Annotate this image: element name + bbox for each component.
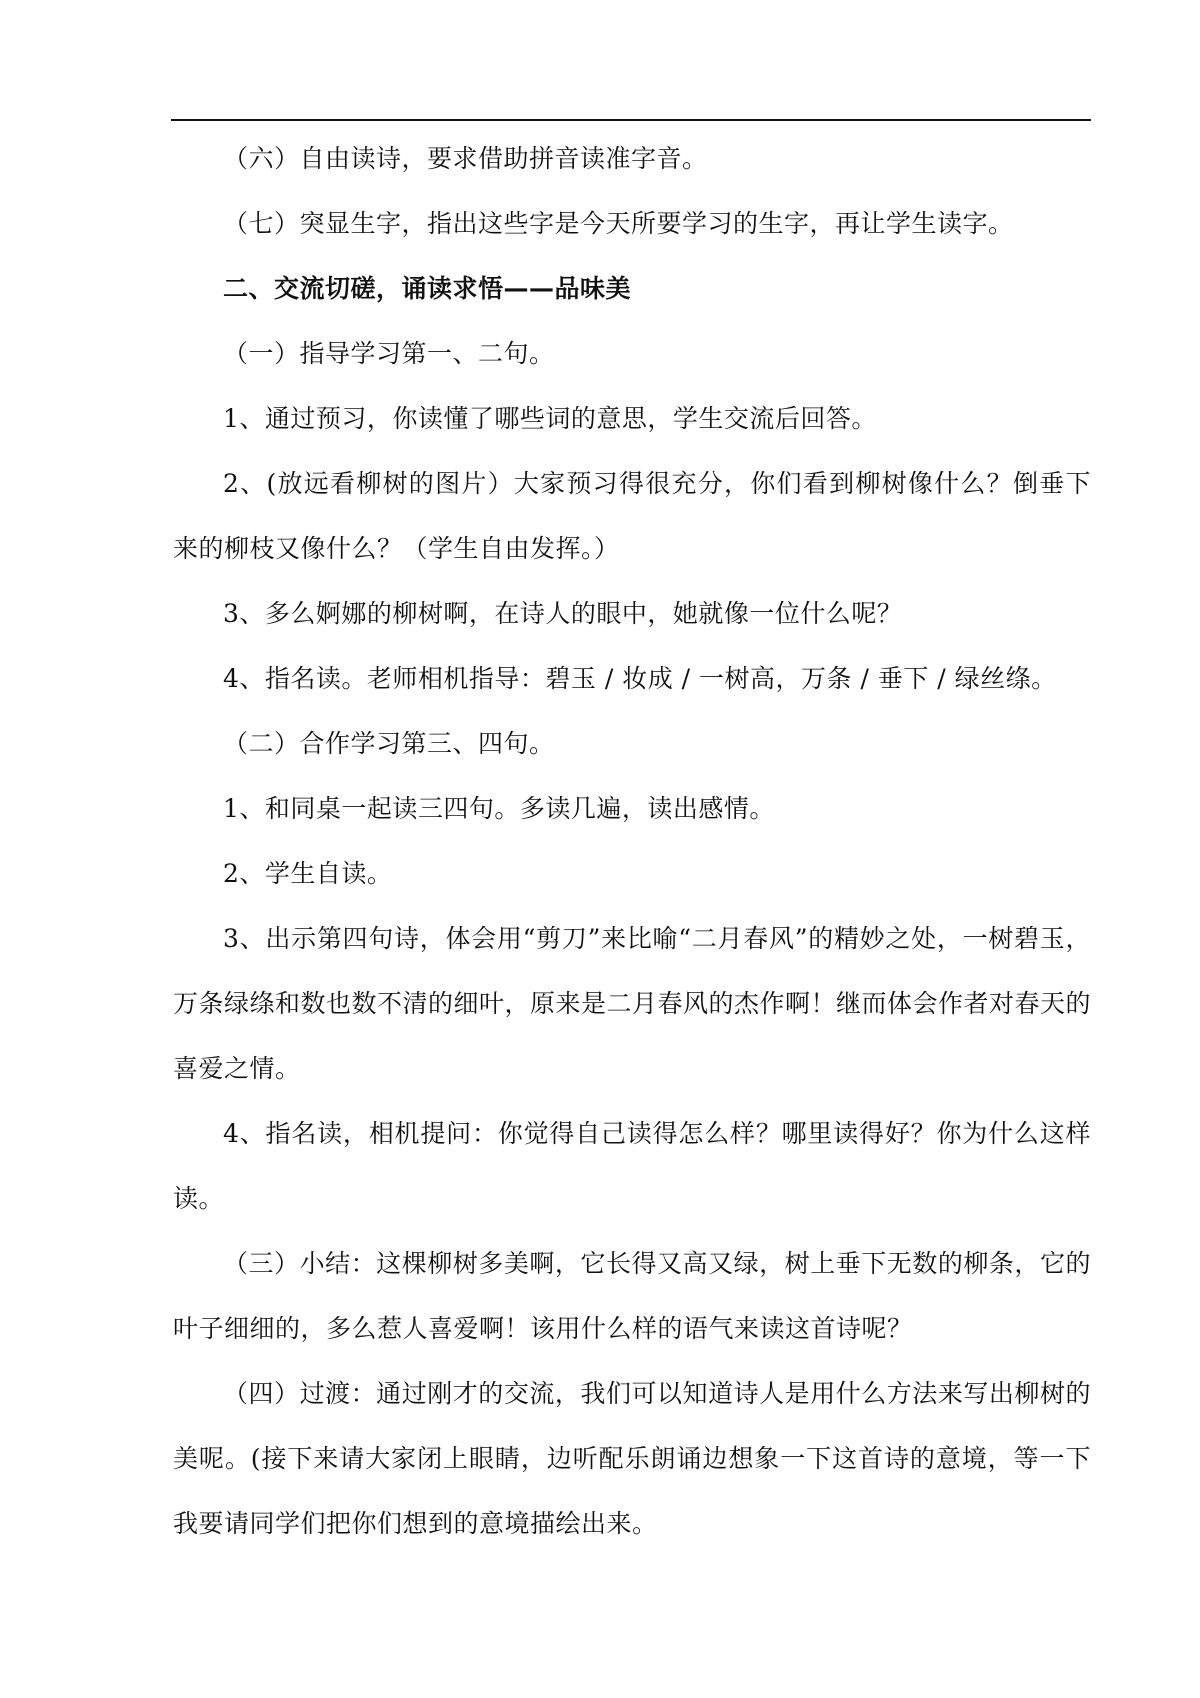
- subsection-heading-2: （二）合作学习第三、四句。: [223, 729, 555, 758]
- paragraph-transition: （四）过渡：通过刚才的交流，我们可以知道诗人是用什么方法来写出柳树的美呢。(接下来请大家闭上眼睛，边听配乐朗诵边想象一下这首诗的意境，等一下我要请同学们把你们想到的意境描绘出来。: [173, 1379, 1091, 1538]
- paragraph-item-3: 3、多么婀娜的柳树啊，在诗人的眼中，她就像一位什么呢？: [223, 599, 903, 628]
- paragraph-item-1b: 1、和同桌一起读三四句。多读几遍，读出感情。: [223, 794, 775, 823]
- document-body: [173, 126, 1091, 1556]
- paragraph-step-6: （六）自由读诗，要求借助拼音读准字音。: [223, 144, 708, 173]
- header-rule: [171, 119, 1091, 121]
- paragraph-item-2: 2、(放远看柳树的图片）大家预习得很充分，你们看到柳树像什么？倒垂下来的柳枝又像什么？（学生自由发挥。）: [173, 469, 1091, 563]
- paragraph-item-2b: 2、学生自读。: [223, 859, 393, 888]
- paragraph-item-1: 1、通过预习，你读懂了哪些词的意思，学生交流后回答。: [223, 404, 877, 433]
- paragraph-item-4: 4、指名读。老师相机指导：碧玉 / 妆成 / 一树高，万条 / 垂下 / 绿丝绦。: [223, 664, 1057, 693]
- paragraph-item-4b: 4、指名读，相机提问：你觉得自己读得怎么样？哪里读得好？你为什么这样读。: [173, 1119, 1091, 1213]
- section-heading-2: 二、交流切磋，诵读求悟——品味美: [223, 274, 632, 303]
- paragraph-step-7: （七）突显生字，指出这些字是今天所要学习的生字，再让学生读字。: [223, 209, 1014, 238]
- paragraph-item-3b: 3、出示第四句诗，体会用“剪刀”来比喻“二月春风”的精妙之处，一树碧玉，万条绿绦和数也数不清的细叶，原来是二月春风的杰作啊！继而体会作者对春天的喜爱之情。: [173, 924, 1092, 1083]
- paragraph-summary: （三）小结：这棵柳树多美啊，它长得又高又绿，树上垂下无数的柳条，它的叶子细细的，多么惹人喜爱啊！该用什么样的语气来读这首诗呢？: [173, 1249, 1091, 1343]
- subsection-heading-1: （一）指导学习第一、二句。: [223, 339, 555, 368]
